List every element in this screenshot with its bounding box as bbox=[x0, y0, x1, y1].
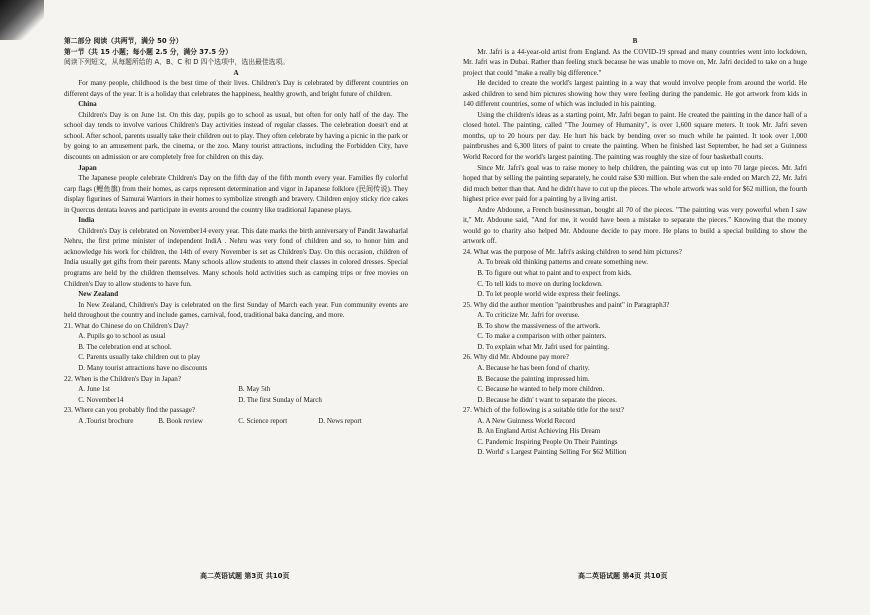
q25-option-d: D. To explain what Mr. Jafri used for painting. bbox=[477, 342, 610, 351]
q21-option-d: D. Many tourist attractions have no discounts bbox=[78, 363, 208, 372]
page-footer-right: 高二英语试题 第4页 共10页 bbox=[578, 572, 668, 580]
q26-option-b: B. Because the painting impressed him. bbox=[477, 374, 590, 383]
passage-b-label: B bbox=[632, 37, 638, 45]
page-footer-left: 高二英语试题 第3页 共10页 bbox=[200, 572, 290, 580]
q24-option-a: A. To break old thinking patterns and create something new. bbox=[477, 258, 649, 267]
passage-a-label: A bbox=[233, 68, 239, 77]
question-24: 24. What was the purpose of Mr. Jafri's asking children to send him pictures? bbox=[463, 247, 682, 256]
passage-b-paragraph-1: Mr. Jafri is a 44-year-old artist from England. As the COVID-19 spread and many countries went into lockdown, Mr. Jafri was in Dubai. Rather than feeling stuck because he was unable to move on, Mr. Jafri decided to take on a huge project that could "make a really big difference." bbox=[463, 47, 807, 77]
q27-option-b: B. An England Artist Achieving His Dream bbox=[477, 427, 601, 436]
q21-option-a: A. Pupils go to school as usual bbox=[78, 332, 166, 341]
q25-option-a: A. To criticize Mr. Jafri for overuse. bbox=[477, 311, 580, 320]
q21-option-b: B. The celebration end at school. bbox=[78, 342, 172, 351]
left-column bbox=[64, 36, 408, 426]
q24-option-d: D. To let people world wide express their feelings. bbox=[477, 290, 621, 299]
instruction: 阅读下列短文，从每题所给的 A、B、C 和 D 四个选项中，选出最佳选项。 bbox=[64, 58, 290, 67]
passage-a-intro: For many people, childhood is the best time of their lives. Children's Day is celebrated by different countries on different days of the year. It is a holiday that celebrates the happiness, healthy growth, and bright future of children. bbox=[64, 79, 408, 98]
q27-option-d: D. World' s Largest Painting Selling For $62 Million bbox=[477, 448, 627, 457]
q21-option-c: C. Parents usually take children out to play bbox=[78, 353, 201, 362]
scan-corner-shadow bbox=[0, 0, 44, 40]
q26-option-d: D. Because he didn' t want to separate the pieces. bbox=[477, 395, 617, 404]
right-column bbox=[463, 36, 807, 458]
passage-b-paragraph-5: Andre Abdoune, a French businessman, bought all 70 of the pieces. "The painting was very powerful when I saw it," Mr. Abdoune said, "And for me, it would have been a mistake to separate the pieces." Knowing that the money would go to charity also helped Mr. Abdoune decide to pay more. He plans to build a special building to show the artwork off. bbox=[463, 205, 807, 246]
q25-option-b: B. To show the massiveness of the artwork. bbox=[477, 321, 601, 330]
india-heading: India bbox=[78, 216, 95, 225]
q23-option-a: A .Tourist brochure bbox=[78, 416, 134, 425]
q26-option-c: C. Because he wanted to help more children. bbox=[477, 385, 605, 394]
q24-option-b: B. To figure out what to paint and to expect from kids. bbox=[477, 269, 632, 278]
japan-paragraph: The Japanese people celebrate Children's Day on the fifth day of the fifth month every year. Families fly colorful carp flags (鲤鱼旗) from their homes, as carps represent determination and vigor in Japanese folklore (民间传说). They display figurines of Samurai Warriors in their homes to symbolize strength and bravery. Children enjoy sticky rice cakes in Quercus dentata leaves and participate in events around the country like traditional Japanese plays. bbox=[64, 174, 408, 214]
section-title: 第一节（共 15 小题；每小题 2.5 分，满分 37.5 分） bbox=[64, 47, 233, 56]
part-title: 第二部分 阅读（共两节，满分 50 分） bbox=[64, 37, 183, 45]
china-paragraph: Children's Day is on June 1st. On this day, pupils go to school as usual, but often for only half of the day. The school day tends to involve various Children's Day activities instead of regular classes. The celebration doesn't end at school. After school, parents usually take their children out to play. They often celebrate by having a picnic in the park or by going to an amusement park, the cinema, or the zoo. Many tourist attractions, including the Forbidden City, have discounts on admission or are completely free for children on this day. bbox=[64, 110, 408, 162]
china-heading: China bbox=[78, 100, 97, 109]
new-zealand-paragraph: In New Zealand, Children's Day is celebrated on the first Sunday of March each year. Fun community events are held throughout the country and include games, carnival, food, traditional baka dancing, and more. bbox=[64, 300, 408, 320]
question-26: 26. Why did Mr. Abdoune pay more? bbox=[463, 353, 569, 362]
q22-options-row-1 bbox=[64, 384, 408, 395]
japan-heading: Japan bbox=[78, 163, 97, 172]
q22-option-b: B. May 5th bbox=[238, 385, 271, 394]
q22-option-d: D. The first Sunday of March bbox=[238, 395, 322, 404]
q26-option-a: A. Because he has been fond of charity. bbox=[477, 363, 590, 372]
question-22: 22. When is the Children's Day in Japan? bbox=[64, 374, 181, 383]
question-23: 23. Where can you probably find the passage? bbox=[64, 406, 196, 415]
passage-b-paragraph-2: He decided to create the world's largest painting in a way that would involve people from around the world. He asked children to send him pictures showing how they were feeling during the pandemic. He got artwork from kids in 140 different countries, some of which was included in his painting. bbox=[463, 79, 807, 109]
question-27: 27. Which of the following is a suitable title for the text? bbox=[463, 406, 625, 415]
question-25: 25. Why did the author mention "paintbrushes and paint" in Paragraph3? bbox=[463, 300, 670, 309]
passage-b-paragraph-4: Since Mr. Jafri's goal was to raise money to help children, the painting was cut up into 70 large pieces. Mr. Jafri hoped that by selling the painting separately, he could raise $30 million. But when the sale ended on March 22, Mr. Jafri did much better than that. And he didn't have to cut up the pieces. The whole artwork was sold for $62 million, the fourth highest price ever paid for a painting by a living artist. bbox=[463, 163, 807, 204]
passage-b-paragraph-3: Using the children's ideas as a starting point, Mr. Jafri began to paint. He created the painting in the dance hall of a closed hotel. The painting, called "The Journey of Humanity", is over 1,600 square meters. It took Mr. Jafri seven months, up to 20 hours per day. He hurt his back by bending over so much while he painted. It took over 1,000 paintbrushes and 6,300 liters of paint to create the painting. When he finished last September, he had set a Guinness World Record for the world's largest painting. The painting was roughly the size of four basketball courts. bbox=[463, 110, 807, 162]
q23-options-row bbox=[64, 416, 408, 427]
question-21: 21. What do Chinese do on Children's Day? bbox=[64, 321, 189, 330]
india-paragraph: Children's Day is celebrated on November14 every year. This date marks the birth anniversary of Pandit Jawaharlal Nehru, the first prime minister of independent IndiA . Nehru was very fond of children and so, to honor him and acknowledge his work for children, the 14th of every November is set as Children's Day. On this occasion, children of India usually get gifts from their parents. Many schools allow students to attend their classes in colored dresses. Special programs are held by the children themselves. Many schools hold activities such as camping trips or free movies on Children's Day to allow students to have fun. bbox=[64, 226, 408, 288]
q22-option-a: A. June 1st bbox=[78, 385, 110, 394]
q23-option-c: C. Science report bbox=[238, 416, 288, 425]
q22-option-c: C. November14 bbox=[78, 395, 124, 404]
q23-option-b: B. Book review bbox=[158, 416, 203, 425]
new-zealand-heading: New Zealand bbox=[78, 290, 119, 299]
q27-option-c: C. Pandemic Inspiring People On Their Paintings bbox=[477, 437, 618, 446]
q27-option-a: A. A New Guinness World Record bbox=[477, 416, 575, 425]
q22-options-row-2 bbox=[64, 395, 408, 406]
q23-option-d: D. News report bbox=[318, 416, 362, 425]
q24-option-c: C. To tell kids to move on during lockdown. bbox=[477, 279, 603, 288]
q25-option-c: C. To make a comparison with other painters. bbox=[477, 332, 607, 341]
